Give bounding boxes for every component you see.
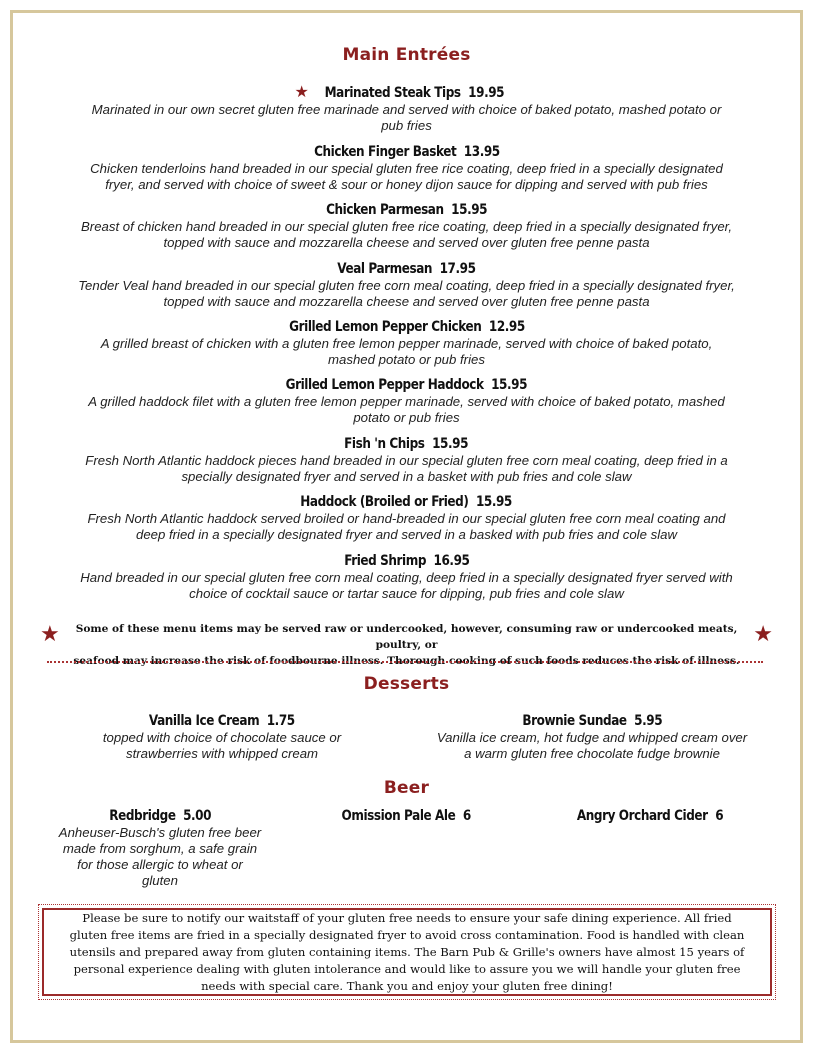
section-title-main-entrees: Main Entrées [342,45,471,65]
item-name: Fried Shrimp 16.95 [343,553,470,569]
item-name: Fish 'n Chips 15.95 [344,436,469,452]
item-description: topped with sauce and mozzarella cheese and served over gluten free penne pasta [163,294,650,309]
notice-line: needs with special care. Thank you and enjoy your gluten free dining! [201,978,613,993]
item-description: specially designated fryer and served in a basket with pub fries and cole slaw [181,469,632,484]
item-name: Vanilla Ice Cream 1.75 [149,713,295,729]
section-title-beer: Beer [383,778,430,798]
menu-item-marinated-steak-tips [40,84,773,134]
item-description: deep fried in a specially designated fryer and served in a basked with pub fries and cole slaw [135,527,677,542]
star-icon: ★ [40,621,60,646]
menu-item-fried-shrimp [40,552,773,602]
item-description: Breast of chicken hand breaded in our special gluten free rice coating, deep fried in a specially designated fryer, [81,219,732,234]
menu-item-grilled-lemon-pepper-haddock [40,376,773,426]
dessert-brownie-sundae [412,712,772,762]
notice-text [70,910,745,995]
item-description: Chicken tenderloins hand breaded in our special gluten free rice coating, deep fried in a specially designated [90,161,723,176]
item-description: strawberries with whipped cream [125,746,319,761]
item-description: a warm gluten free chocolate fudge brownie [464,746,720,761]
menu-item-haddock [40,493,773,543]
item-description: pub fries [381,118,432,133]
item-name: Grilled Lemon Pepper Haddock 15.95 [285,377,528,393]
item-description: Tender Veal hand breaded in our special gluten free corn meal coating, deep fried in a specially designated fryer, [78,278,735,293]
item-description: mashed potato or pub fries [328,352,485,367]
item-description: for those allergic to wheat or [77,857,243,872]
item-description: fryer, and served with choice of sweet & sour or honey dijon sauce for dipping and served with pub fries [105,177,708,192]
item-description: Fresh North Atlantic haddock pieces hand breaded in our special gluten free corn meal coating, deep fried in a [85,453,728,468]
warning-line: seafood may increase the risk of foodbourne illness. Thorough cooking of such foods reduces the risk of illness. [73,655,740,667]
item-description: choice of cocktail sauce or tartar sauce for dipping, pub fries and cole slaw [189,586,624,601]
item-name: Haddock (Broiled or Fried) 15.95 [300,494,513,510]
item-description: A grilled haddock filet with a gluten free lemon pepper marinade, served with choice of baked potato, mashed [88,394,725,409]
dessert-vanilla-ice-cream [80,712,364,762]
item-description: Hand breaded in our special gluten free corn meal coating, deep fried in a specially designated fryer served with [80,570,733,585]
item-description: potato or pub fries [353,410,460,425]
notice-line: personal experience dealing with gluten intolerance and would like to assure you we will handle your gluten free [73,961,741,976]
item-description: topped with choice of chocolate sauce or [102,730,342,745]
item-name: Chicken Finger Basket 13.95 [313,144,500,160]
item-name: Brownie Sundae 5.95 [522,713,662,729]
beer-redbridge [45,807,275,889]
item-description: topped with sauce and mozzarella cheese and served over gluten free penne pasta [163,235,650,250]
item-description: Anheuser-Busch's gluten free beer [58,825,262,840]
item-description: Vanilla ice cream, hot fudge and whipped cream over [436,730,748,745]
gluten-free-notice [38,904,776,1000]
warning-line: Some of these menu items may be served raw or undercooked, however, consuming raw or undercooked meats, poultry, or [75,623,738,651]
menu-item-chicken-finger-basket [40,143,773,193]
menu-item-veal-parmesan [40,260,773,310]
notice-line: utensils and prepared away from gluten containing items. The Barn Pub & Grille's owners have almost 15 years of [69,944,745,959]
beer-angry-orchard-cider [560,807,740,825]
item-name: Chicken Parmesan 15.95 [325,202,488,218]
star-icon: ★ [294,84,309,101]
beer-omission-pale-ale [316,807,496,825]
item-description: made from sorghum, a safe grain [62,841,258,856]
menu-item-grilled-lemon-pepper-chicken [40,318,773,368]
item-name: Grilled Lemon Pepper Chicken 12.95 [288,319,525,335]
item-name: Redbridge 5.00 [109,808,211,824]
item-name: Veal Parmesan 17.95 [337,261,476,277]
item-description: gluten [142,873,178,888]
item-name: Angry Orchard Cider 6 [576,808,724,824]
item-description: Fresh North Atlantic haddock served broiled or hand-breaded in our special gluten free corn meal coating and [87,511,726,526]
menu-item-chicken-parmesan [40,201,773,251]
menu-item-fish-n-chips [40,435,773,485]
notice-line: gluten free items are fried in a specially designated fryer to avoid cross contamination. Food is handled with clean [69,927,745,942]
notice-border [42,908,772,996]
star-icon: ★ [753,621,773,646]
section-title-desserts: Desserts [363,674,450,694]
item-name: Omission Pale Ale 6 [341,808,471,824]
notice-line: Please be sure to notify our waitstaff of your gluten free needs to ensure your safe dining experience. All fried [82,910,732,925]
section-divider [47,661,763,663]
item-description: Marinated in our own secret gluten free marinade and served with choice of baked potato, mashed potato or [91,102,722,117]
item-name: Marinated Steak Tips 19.95 [324,85,504,101]
item-description: A grilled breast of chicken with a gluten free lemon pepper marinade, served with choice of baked potato, [100,336,713,351]
